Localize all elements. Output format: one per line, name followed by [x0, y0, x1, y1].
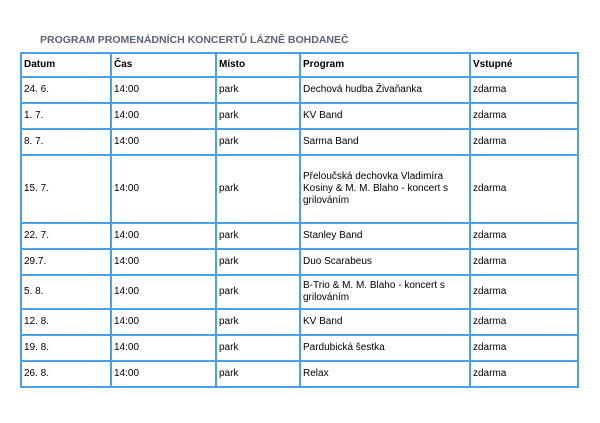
cell-cas: 14:00 [111, 361, 216, 387]
cell-program: B-Trio & M. M. Blaho - koncert s grilováním [300, 275, 470, 309]
cell-vstupne: zdarma [470, 155, 578, 223]
column-header-datum: Datum [21, 53, 111, 77]
cell-datum: 22. 7. [21, 223, 111, 249]
table-header-row [21, 53, 578, 77]
cell-datum: 15. 7. [21, 155, 111, 223]
table-row [21, 335, 578, 361]
column-header-vstupne: Vstupné [470, 53, 578, 77]
cell-misto: park [216, 361, 300, 387]
cell-cas: 14:00 [111, 77, 216, 103]
table-row [21, 249, 578, 275]
cell-vstupne: zdarma [470, 309, 578, 335]
table-row [21, 155, 578, 223]
table-row [21, 309, 578, 335]
cell-program: Duo Scarabeus [300, 249, 470, 275]
page-title: PROGRAM PROMENÁDNÍCH KONCERTŮ LÁZNĚ BOHDANEČ [40, 34, 349, 46]
cell-vstupne: zdarma [470, 103, 578, 129]
cell-misto: park [216, 249, 300, 275]
cell-vstupne: zdarma [470, 249, 578, 275]
cell-misto: park [216, 335, 300, 361]
cell-misto: park [216, 275, 300, 309]
cell-program: KV Band [300, 309, 470, 335]
cell-datum: 1. 7. [21, 103, 111, 129]
column-header-cas: Čas [111, 53, 216, 77]
cell-misto: park [216, 309, 300, 335]
column-header-misto: Místo [216, 53, 300, 77]
cell-program: Přeloučská dechovka Vladimíra Kosiny & M. M. Blaho - koncert s grilováním [300, 155, 470, 223]
cell-datum: 29.7. [21, 249, 111, 275]
table-row [21, 103, 578, 129]
cell-vstupne: zdarma [470, 275, 578, 309]
cell-cas: 14:00 [111, 129, 216, 155]
cell-cas: 14:00 [111, 249, 216, 275]
column-header-program: Program [300, 53, 470, 77]
table-row [21, 275, 578, 309]
table-row [21, 77, 578, 103]
cell-program: Relax [300, 361, 470, 387]
cell-program: Stanley Band [300, 223, 470, 249]
cell-datum: 19. 8. [21, 335, 111, 361]
cell-misto: park [216, 223, 300, 249]
cell-vstupne: zdarma [470, 361, 578, 387]
cell-datum: 5. 8. [21, 275, 111, 309]
cell-misto: park [216, 155, 300, 223]
cell-misto: park [216, 103, 300, 129]
cell-program: Pardubická šestka [300, 335, 470, 361]
cell-cas: 14:00 [111, 275, 216, 309]
cell-cas: 14:00 [111, 103, 216, 129]
table-row [21, 361, 578, 387]
cell-datum: 24. 6. [21, 77, 111, 103]
cell-vstupne: zdarma [470, 335, 578, 361]
cell-program: KV Band [300, 103, 470, 129]
cell-program: Dechová hudba Živaňanka [300, 77, 470, 103]
cell-misto: park [216, 77, 300, 103]
cell-vstupne: zdarma [470, 223, 578, 249]
cell-cas: 14:00 [111, 155, 216, 223]
cell-datum: 12. 8. [21, 309, 111, 335]
cell-datum: 8. 7. [21, 129, 111, 155]
table-row [21, 129, 578, 155]
cell-cas: 14:00 [111, 223, 216, 249]
table-row [21, 223, 578, 249]
cell-cas: 14:00 [111, 309, 216, 335]
cell-misto: park [216, 129, 300, 155]
cell-datum: 26. 8. [21, 361, 111, 387]
concert-schedule-table [20, 52, 579, 388]
cell-cas: 14:00 [111, 335, 216, 361]
cell-vstupne: zdarma [470, 129, 578, 155]
cell-vstupne: zdarma [470, 77, 578, 103]
cell-program: Sarma Band [300, 129, 470, 155]
